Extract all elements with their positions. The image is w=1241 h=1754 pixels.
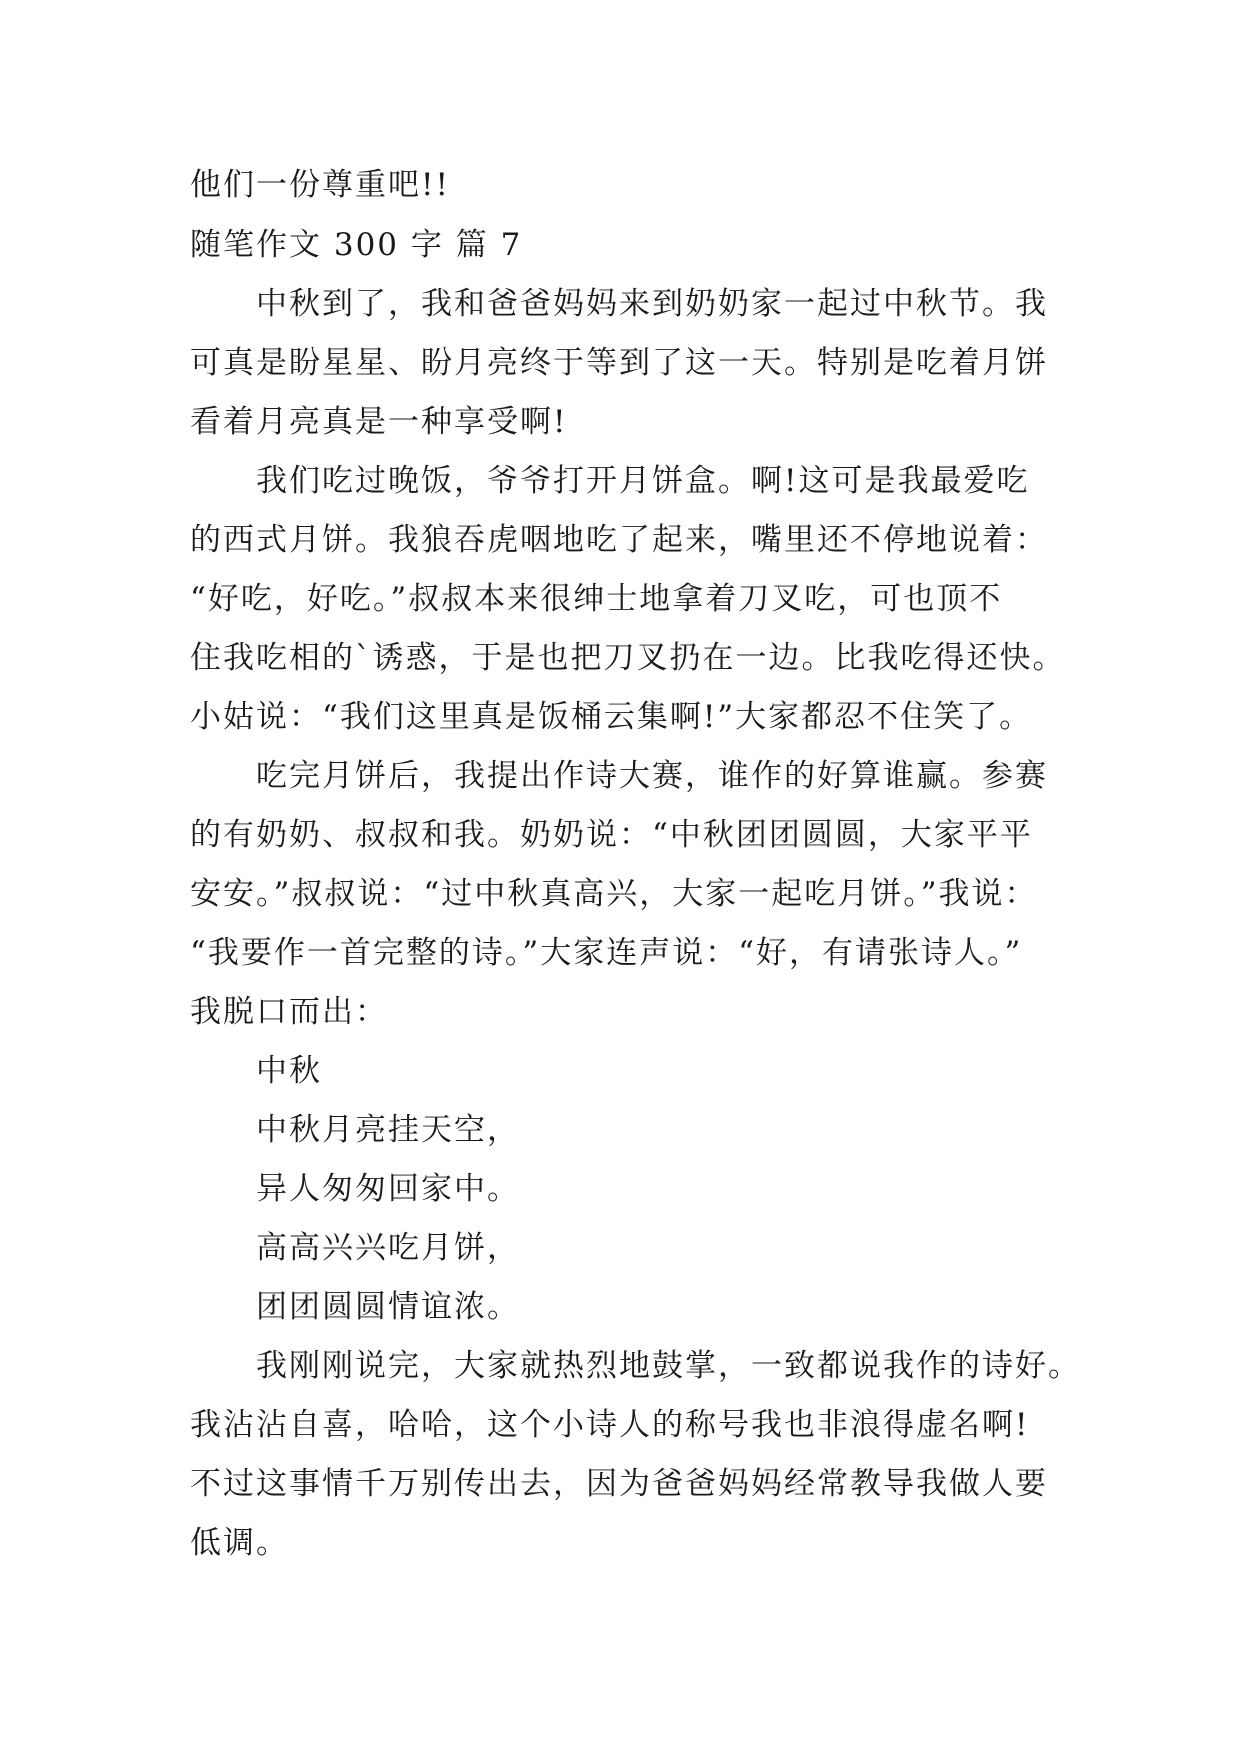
poem-line: 异人匆匆回家中。 — [256, 1171, 520, 1207]
paragraph-2-line: “好吃，好吃。”叔叔本来很绅士地拿着刀叉吃，可也顶不 — [190, 581, 1003, 617]
paragraph-2-line: 住我吃相的`诱惑，于是也把刀叉扔在一边。比我吃得还快。 — [190, 640, 1066, 676]
paragraph-3-line: 安安。”叔叔说：“过中秋真高兴，大家一起吃月饼。”我说： — [190, 876, 1038, 912]
poem-line: 团团圆圆情谊浓。 — [256, 1289, 520, 1325]
paragraph-4-line: 我刚刚说完，大家就热烈地鼓掌，一致都说我作的诗好。 — [256, 1348, 1081, 1384]
paragraph-2-line: 小姑说：“我们这里真是饭桶云集啊!”大家都忍不住笑了。 — [190, 699, 1033, 735]
paragraph-1-line: 看着月亮真是一种享受啊! — [190, 404, 568, 440]
text-line-closing: 他们一份尊重吧!! — [190, 167, 450, 203]
paragraph-3-line: 的有奶奶、叔叔和我。奶奶说：“中秋团团圆圆，大家平平 — [190, 817, 1033, 853]
poem-line: 高高兴兴吃月饼， — [256, 1230, 520, 1266]
paragraph-2-line: 的西式月饼。我狼吞虎咽地吃了起来，嘴里还不停地说着： — [190, 522, 1048, 558]
poem-line: 中秋月亮挂天空， — [256, 1112, 520, 1148]
poem-title: 中秋 — [256, 1053, 322, 1089]
paragraph-4-line: 不过这事情千万别传出去，因为爸爸妈妈经常教导我做人要 — [190, 1466, 1048, 1502]
section-heading: 随笔作文 300 字 篇 7 — [190, 227, 523, 263]
paragraph-1-line: 中秋到了，我和爸爸妈妈来到奶奶家一起过中秋节。我 — [256, 286, 1048, 322]
paragraph-2-line: 我们吃过晚饭，爷爷打开月饼盒。啊!这可是我最爱吃 — [256, 463, 1030, 499]
paragraph-3-line: 我脱口而出： — [190, 994, 388, 1030]
paragraph-1-line: 可真是盼星星、盼月亮终于等到了这一天。特别是吃着月饼 — [190, 345, 1048, 381]
paragraph-3-line: “我要作一首完整的诗。”大家连声说：“好，有请张诗人。” — [190, 935, 1023, 971]
paragraph-3-line: 吃完月饼后，我提出作诗大赛，谁作的好算谁赢。参赛 — [256, 758, 1048, 794]
paragraph-4-line: 我沾沾自喜，哈哈，这个小诗人的称号我也非浪得虚名啊! — [190, 1407, 1030, 1443]
paragraph-4-line: 低调。 — [190, 1525, 289, 1561]
